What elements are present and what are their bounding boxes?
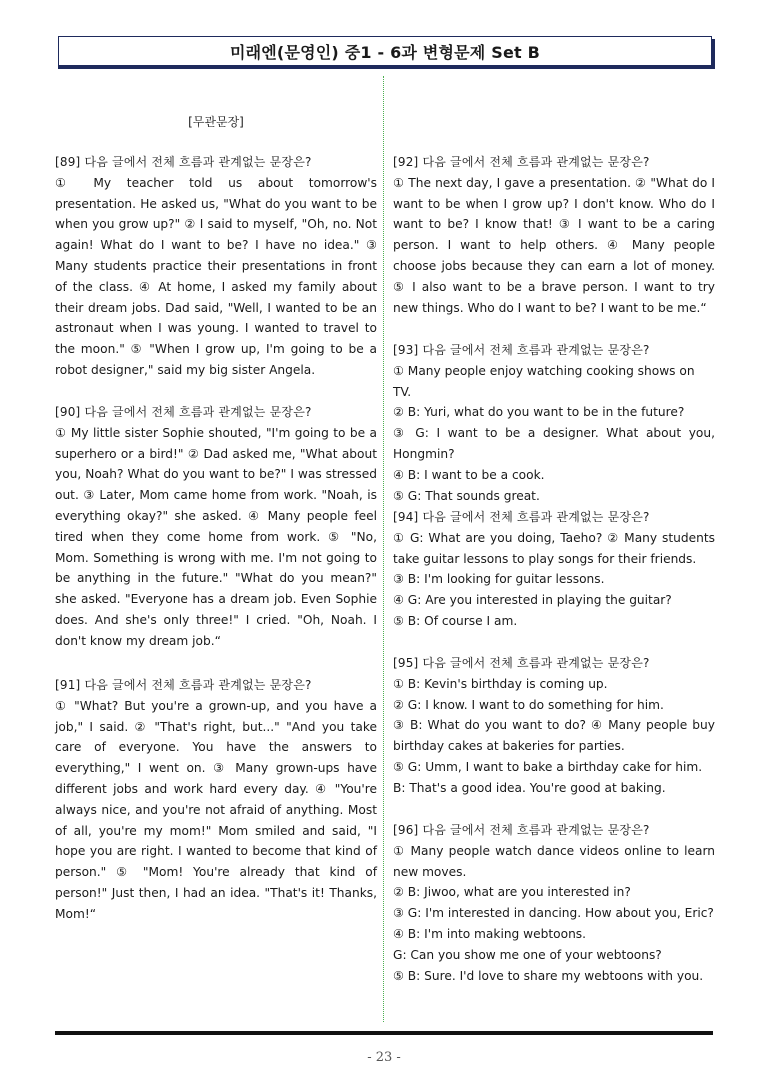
dialogue-line: ② G: I know. I want to do something for him. (393, 697, 664, 712)
question-96 (393, 820, 715, 986)
question-90 (55, 402, 377, 652)
page-title (58, 36, 712, 66)
dialogue-line: ⑤ B: Sure. I'd love to share my webtoons with you. (393, 968, 704, 983)
dialogue-line: ④ G: Are you interested in playing the guitar? (393, 593, 672, 608)
page-number: - 23 - (367, 1050, 401, 1065)
title-box-shadow (712, 39, 715, 69)
question-heading: [91] 다음 글에서 전체 흐름과 관계없는 문장은? (55, 678, 312, 692)
question-heading: [95] 다음 글에서 전체 흐름과 관계없는 문장은? (393, 656, 650, 670)
dialogue-line: ② B: Yuri, what do you want to be in the future? (393, 405, 685, 420)
question-heading: [94] 다음 글에서 전체 흐름과 관계없는 문장은? (393, 510, 650, 524)
question-heading: [90] 다음 글에서 전체 흐름과 관계없는 문장은? (55, 405, 312, 419)
question-heading: [92] 다음 글에서 전체 흐름과 관계없는 문장은? (393, 155, 650, 169)
question-passage: ① My little sister Sophie shouted, "I'm going to be a superhero or a bird!" ② Dad asked me, "What about you, Noah? What do you want to be?" I was stressed out. ③ Later, Mom came home from work. "Noah, is everything okay?" she asked. ④ Many people feel tired when they come home from work. ⑤ "No, Mom. Something is wrong with me. I'm not going to be anything in the future." "What do you mean?" she asked. "Everyone has a dream job. Even Sophie does. And she's only three!" I cried. "Oh, Noah. I don't know my dream job.“ (55, 425, 377, 648)
dialogue-line: ⑤ G: Umm, I want to bake a birthday cake for him. (393, 759, 703, 774)
dialogue-line: ③ G: I want to be a designer. What about you, Hongmin? (393, 426, 715, 461)
column-divider (383, 76, 384, 1022)
dialogue-line: ① B: Kevin's birthday is coming up. (393, 676, 608, 691)
question-passage: ① The next day, I gave a presentation. ② "What do I want to be when I grow up? I don't know. Who do I want to be? I know that! ③ I want to be a caring person. I want to help others. ④ Many people choose jobs because they can earn a lot of money. ⑤ I also want to be a brave person. I want to try new things. Who do I want to be? I want to be me.“ (393, 175, 715, 315)
dialogue-line: ① G: What are you doing, Taeho? ② Many students take guitar lessons to play songs for their friends. (393, 530, 715, 566)
dialogue-line: G: Can you show me one of your webtoons? (393, 947, 662, 962)
dialogue-line: ③ B: What do you want to do? ④ Many people buy birthday cakes at bakeries for parties. (393, 718, 715, 754)
question-passage: ① My teacher told us about tomorrow's presentation. He asked us, "What do you want to be when you grow up?" ② I said to myself, "Oh, no. Not again! What do I want to be? I have no idea." ③ Many students practice their presentations in front of the class. ④ At home, I asked my family about their dream jobs. Dad said, "Well, I wanted to be an astronaut when I was young. I wanted to travel to the moon." ⑤ "When I grow up, I'm going to be a robot designer," said my big sister Angela. (55, 175, 377, 377)
question-94 (393, 507, 715, 632)
dialogue-line: B: That's a good idea. You're good at baking. (393, 780, 666, 795)
dialogue-line: ⑤ G: That sounds great. (393, 488, 540, 503)
question-93 (393, 340, 715, 506)
question-89 (55, 152, 377, 381)
question-heading: [89] 다음 글에서 전체 흐름과 관계없는 문장은? (55, 155, 312, 169)
dialogue-line: ⑤ B: Of course I am. (393, 613, 518, 628)
dialogue-line: ④ B: I want to be a cook. (393, 467, 545, 482)
dialogue-line: ③ B: I'm looking for guitar lessons. (393, 572, 605, 587)
dialogue-line: ① Many people enjoy watching cooking shows on TV. (393, 363, 695, 399)
dialogue-line: ③ G: I'm interested in dancing. How about you, Eric? (393, 906, 714, 921)
title-box-shadow (58, 66, 715, 69)
footer-rule (55, 1031, 713, 1035)
question-heading: [96] 다음 글에서 전체 흐름과 관계없는 문장은? (393, 823, 650, 837)
dialogue-line: ① Many people watch dance videos online to learn new moves. (393, 843, 715, 879)
question-92 (393, 152, 715, 318)
section-label: [무관문장] (188, 115, 244, 129)
question-passage: ① "What? But you're a grown-up, and you have a job," I said. ② "That's right, but..." "And you take care of everyone. You have the answers to everything," I went on. ③ Many grown-ups have different jobs and work hard every day. ④ "You're always nice, and you're not afraid of anything. Most of all, you're my mom!" Mom smiled and said, "I hope you are right. I wanted to become that kind of person." ⑤ "Mom! You're already that kind of person!" Just then, I had an idea. "That's it! Thanks, Mom!“ (55, 698, 377, 921)
question-95 (393, 653, 715, 799)
dialogue-line: ④ B: I'm into making webtoons. (393, 926, 587, 941)
question-91 (55, 675, 377, 925)
dialogue-line: ② B: Jiwoo, what are you interested in? (393, 885, 631, 900)
question-heading: [93] 다음 글에서 전체 흐름과 관계없는 문장은? (393, 343, 650, 357)
page-title-text: 미래엔(문영인) 중1 - 6과 변형문제 Set B (229, 42, 541, 62)
